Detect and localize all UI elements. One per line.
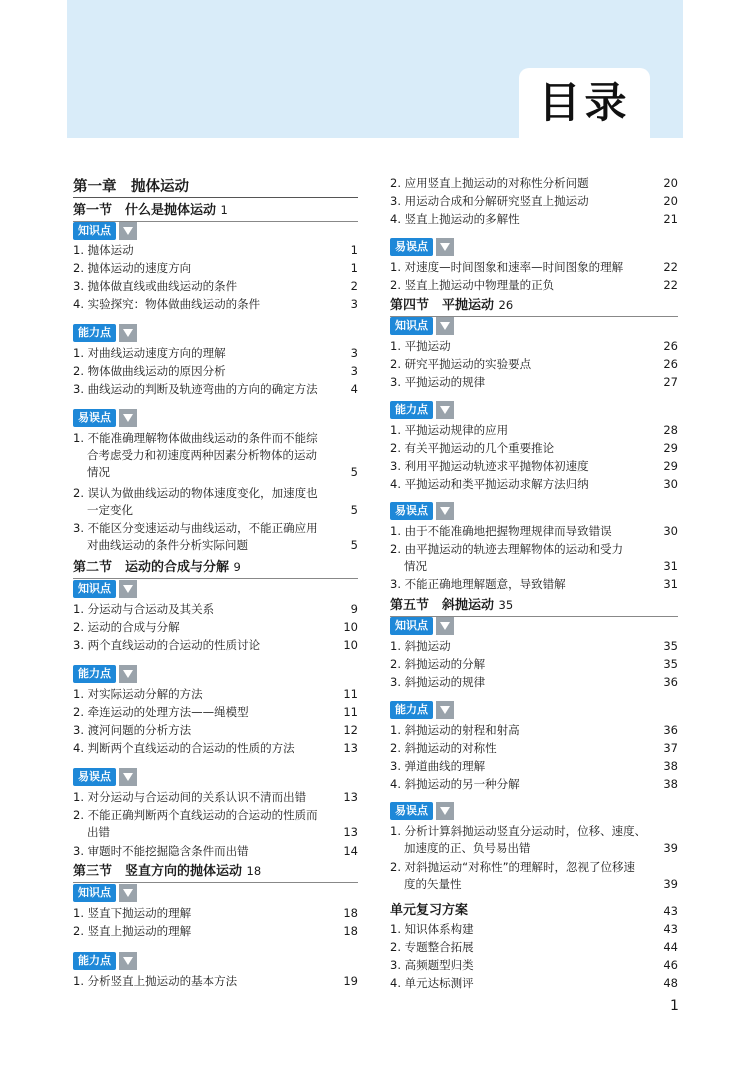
chevron-down-icon — [119, 222, 137, 240]
toc-entry[interactable]: 3. 渡河问题的分析方法 12 — [73, 723, 358, 737]
toc-entry[interactable]: 3. 用运动合成和分解研究竖直上抛运动 20 — [390, 194, 678, 208]
page-ref: 43 — [663, 904, 678, 918]
toc-entry[interactable]: 2. 对斜抛运动“对称性”的理解时，忽视了位移速 度的矢量性 39 — [390, 860, 678, 891]
toc-entry[interactable]: 2. 研究平抛运动的实验要点 26 — [390, 357, 678, 371]
section-title: 第一节 什么是抛体运动 — [73, 203, 217, 218]
toc-entry[interactable]: 2. 不能正确判断两个直线运动的合运动的性质而 出错 13 — [73, 808, 358, 839]
chevron-down-icon — [436, 317, 454, 335]
toc-entry[interactable]: 2. 斜抛运动的对称性 37 — [390, 741, 678, 755]
toc-entry[interactable]: 3. 两个直线运动的合运动的性质讨论 10 — [73, 638, 358, 652]
toc-entry[interactable]: 2. 抛体运动的速度方向 1 — [73, 261, 358, 275]
page-ref: 35 — [498, 598, 514, 612]
chevron-down-icon — [436, 802, 454, 820]
toc-entry[interactable]: 2. 物体做曲线运动的原因分析 3 — [73, 364, 358, 378]
toc-entry[interactable]: 1. 对曲线运动速度方向的理解 3 — [73, 346, 358, 360]
section-heading[interactable] — [73, 558, 358, 577]
page-ref: 18 — [246, 864, 262, 878]
chevron-down-icon — [119, 324, 137, 342]
unit-review-heading[interactable] — [390, 902, 678, 920]
knowledge-tag: 知识点 — [390, 317, 454, 335]
knowledge-tag: 知识点 — [390, 617, 454, 635]
toc-entry[interactable]: 3. 弹道曲线的理解 38 — [390, 759, 678, 773]
toc-entry[interactable]: 1. 对速度—时间图象和速率—时间图象的理解 22 — [390, 260, 678, 274]
toc-entry[interactable]: 1. 分析计算斜抛运动竖直分运动时，位移、速度、 加速度的正、负号易出错 39 — [390, 824, 678, 855]
toc-entry[interactable]: 2. 运动的合成与分解 10 — [73, 620, 358, 634]
toc-entry[interactable]: 1. 对实际运动分解的方法 11 — [73, 687, 358, 701]
page-ref: 9 — [233, 560, 241, 574]
chevron-down-icon — [436, 238, 454, 256]
error-prone-tag: 易误点 — [390, 502, 454, 520]
section-title: 第三节 竖直方向的抛体运动 — [73, 864, 243, 879]
toc-entry[interactable]: 3. 平抛运动的规律 27 — [390, 375, 678, 389]
toc-entry[interactable]: 2. 斜抛运动的分解 35 — [390, 657, 678, 671]
section-heading[interactable] — [73, 862, 358, 881]
ability-tag: 能力点 — [73, 665, 137, 683]
unit-review-title: 单元复习方案 — [390, 903, 469, 918]
chevron-down-icon — [119, 884, 137, 902]
knowledge-tag: 知识点 — [73, 222, 137, 240]
toc-entry[interactable]: 4. 单元达标测评 48 — [390, 976, 678, 990]
toc-entry[interactable]: 4. 实验探究：物体做曲线运动的条件 3 — [73, 297, 358, 311]
toc-entry[interactable]: 2. 误认为做曲线运动的物体速度变化，加速度也 一定变化 5 — [73, 486, 358, 517]
toc-entry[interactable]: 2. 应用竖直上抛运动的对称性分析问题 20 — [390, 176, 678, 190]
toc-entry[interactable]: 3. 审题时不能挖掘隐含条件而出错 14 — [73, 844, 358, 858]
toc-entry[interactable]: 1. 抛体运动 1 — [73, 243, 358, 257]
chevron-down-icon — [119, 665, 137, 683]
error-prone-tag: 易误点 — [73, 768, 137, 786]
toc-entry[interactable]: 3. 抛体做直线或曲线运动的条件 2 — [73, 279, 358, 293]
section-title: 第二节 运动的合成与分解 — [73, 560, 230, 575]
page-ref: 26 — [498, 298, 514, 312]
toc-entry[interactable]: 1. 斜抛运动的射程和射高 36 — [390, 723, 678, 737]
toc-entry[interactable]: 3. 不能正确地理解题意，导致错解 31 — [390, 577, 678, 591]
section-heading[interactable] — [390, 596, 678, 615]
toc-entry[interactable]: 2. 有关平抛运动的几个重要推论 29 — [390, 441, 678, 455]
toc-entry[interactable]: 1. 平抛运动 26 — [390, 339, 678, 353]
toc-entry[interactable]: 4. 判断两个直线运动的合运动的性质的方法 13 — [73, 741, 358, 755]
ability-tag: 能力点 — [390, 701, 454, 719]
chevron-down-icon — [436, 401, 454, 419]
toc-entry[interactable]: 4. 平抛运动和类平抛运动求解方法归纳 30 — [390, 477, 678, 491]
toc-entry[interactable]: 1. 斜抛运动 35 — [390, 639, 678, 653]
toc-entry[interactable]: 2. 专题整合拓展 44 — [390, 940, 678, 954]
toc-entry[interactable]: 3. 曲线运动的判断及轨迹弯曲的方向的确定方法 4 — [73, 382, 358, 396]
title-tab — [519, 68, 650, 138]
page-number: 1 — [670, 998, 679, 1014]
chevron-down-icon — [436, 617, 454, 635]
chevron-down-icon — [436, 502, 454, 520]
toc-entry[interactable]: 3. 斜抛运动的规律 36 — [390, 675, 678, 689]
toc-entry[interactable]: 1. 对分运动与合运动间的关系认识不清而出错 13 — [73, 790, 358, 804]
ability-tag: 能力点 — [390, 401, 454, 419]
toc-entry[interactable]: 1. 不能准确理解物体做曲线运动的条件而不能综 合考虑受力和初速度两种因素分析物体的运动 情况 5 — [73, 431, 358, 479]
section-title: 第四节 平抛运动 — [390, 298, 495, 313]
chevron-down-icon — [436, 701, 454, 719]
toc-entry[interactable]: 2. 竖直上抛运动中物理量的正负 22 — [390, 278, 678, 292]
toc-entry[interactable]: 3. 高频题型归类 46 — [390, 958, 678, 972]
toc-entry[interactable]: 2. 由平抛运动的轨迹去理解物体的运动和受力 情况 31 — [390, 542, 678, 573]
toc-entry[interactable]: 2. 竖直上抛运动的理解 18 — [73, 924, 358, 938]
toc-entry[interactable]: 1. 分运动与合运动及其关系 9 — [73, 602, 358, 616]
section-title: 第五节 斜抛运动 — [390, 598, 495, 613]
error-prone-tag: 易误点 — [73, 409, 137, 427]
toc-entry[interactable]: 1. 平抛运动规律的应用 28 — [390, 423, 678, 437]
toc-entry[interactable]: 1. 知识体系构建 43 — [390, 922, 678, 936]
toc-entry[interactable]: 4. 竖直上抛运动的多解性 21 — [390, 212, 678, 226]
knowledge-tag: 知识点 — [73, 580, 137, 598]
toc-entry[interactable]: 1. 竖直下抛运动的理解 18 — [73, 906, 358, 920]
chevron-down-icon — [119, 768, 137, 786]
error-prone-tag: 易误点 — [390, 238, 454, 256]
toc-entry[interactable]: 1. 由于不能准确地把握物理规律而导致错误 30 — [390, 524, 678, 538]
chapter-title: 第一章 抛体运动 — [73, 177, 358, 198]
section-heading[interactable] — [390, 296, 678, 315]
ability-tag: 能力点 — [73, 952, 137, 970]
error-prone-tag: 易误点 — [390, 802, 454, 820]
toc-entry[interactable]: 3. 利用平抛运动轨迹求平抛物体初速度 29 — [390, 459, 678, 473]
toc-entry[interactable]: 4. 斜抛运动的另一种分解 38 — [390, 777, 678, 791]
ability-tag: 能力点 — [73, 324, 137, 342]
page-ref: 1 — [220, 203, 228, 217]
chevron-down-icon — [119, 952, 137, 970]
toc-entry[interactable]: 1. 分析竖直上抛运动的基本方法 19 — [73, 974, 358, 988]
toc-entry[interactable]: 2. 牵连运动的处理方法——绳模型 11 — [73, 705, 358, 719]
knowledge-tag: 知识点 — [73, 884, 137, 902]
section-heading[interactable] — [73, 201, 358, 220]
chevron-down-icon — [119, 409, 137, 427]
page-title: 目录 — [538, 78, 631, 127]
chevron-down-icon — [119, 580, 137, 598]
toc-entry[interactable]: 3. 不能区分变速运动与曲线运动，不能正确应用 对曲线运动的条件分析实际问题 5 — [73, 521, 358, 552]
